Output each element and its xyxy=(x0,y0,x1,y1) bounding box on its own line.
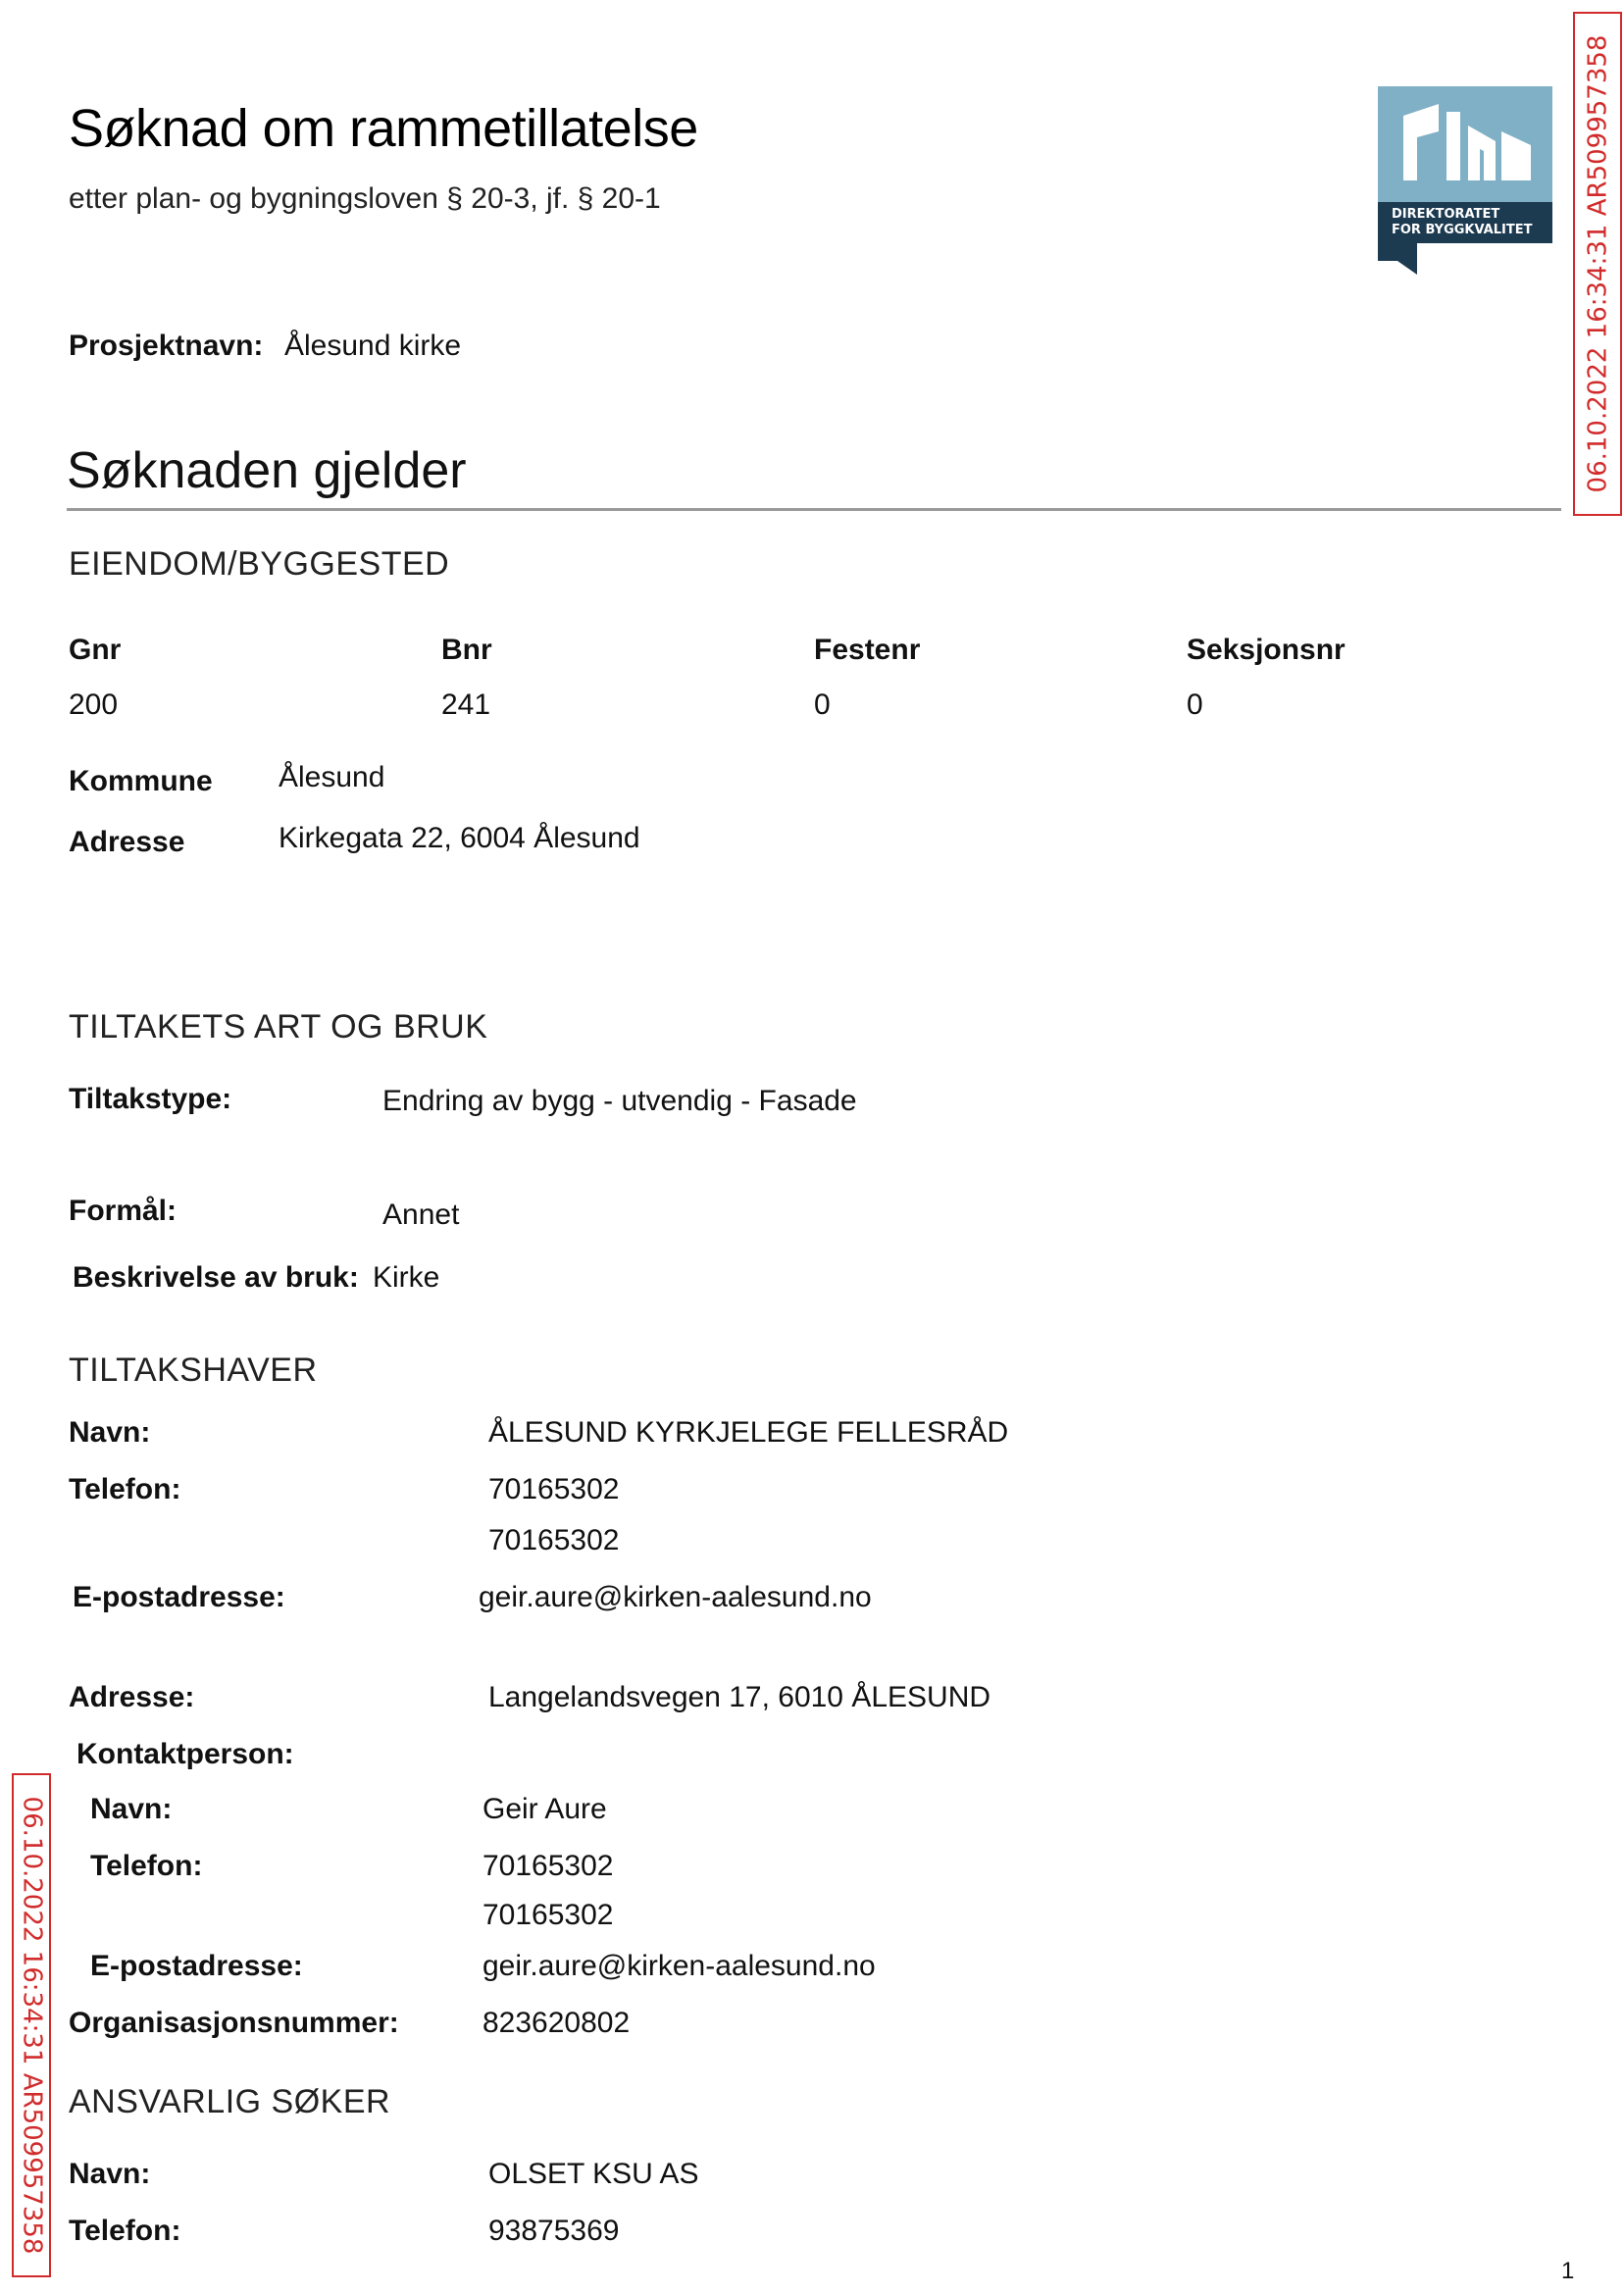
ansvarlig-telefon-label: Telefon: xyxy=(69,2215,181,2247)
tiltakshaver-epost-value: geir.aure@kirken-aalesund.no xyxy=(479,1581,872,1613)
section-divider xyxy=(67,508,1561,511)
seksjonsnr-value: 0 xyxy=(1187,688,1203,721)
dibk-logo xyxy=(1378,86,1552,275)
tiltakstype-label: Tiltakstype: xyxy=(69,1083,232,1115)
kontakt-telefon-label: Telefon: xyxy=(90,1850,203,1882)
ansvarlig-telefon-value: 93875369 xyxy=(488,2215,620,2247)
document-subtitle: etter plan- og bygningsloven § 20-3, jf. § 20-1 xyxy=(69,182,661,215)
kontakt-telefon-value: 70165302 xyxy=(482,1850,614,1882)
kontakt-navn-label: Navn: xyxy=(90,1793,173,1825)
tiltakshaver-telefon-label: Telefon: xyxy=(69,1473,181,1505)
eiendom-heading: EIENDOM/BYGGESTED xyxy=(69,545,450,583)
project-value: Ålesund kirke xyxy=(284,330,462,362)
logo-text-line1: DIREKTORATET xyxy=(1392,207,1500,222)
adresse-value: Kirkegata 22, 6004 Ålesund xyxy=(279,822,640,854)
document-title: Søknad om rammetillatelse xyxy=(69,99,698,158)
kontakt-telefon-value-2: 70165302 xyxy=(482,1899,614,1931)
kontakt-navn-value: Geir Aure xyxy=(482,1793,607,1825)
section-title: Søknaden gjelder xyxy=(67,442,467,499)
timestamp-stamp-text: 06.10.2022 16:34:31 AR509957358 xyxy=(1583,34,1612,493)
gnr-label: Gnr xyxy=(69,634,122,666)
logo-text-line2: FOR BYGGKVALITET xyxy=(1392,223,1533,237)
timestamp-stamp-left xyxy=(12,1773,51,2277)
timestamp-stamp-text: 06.10.2022 16:34:31 AR509957358 xyxy=(17,1796,46,2255)
tiltakshaver-heading: TILTAKSHAVER xyxy=(69,1351,318,1389)
ansvarlig-heading: ANSVARLIG SØKER xyxy=(69,2083,391,2120)
orgnr-value: 823620802 xyxy=(482,2007,631,2039)
tiltakstype-value: Endring av bygg - utvendig - Fasade xyxy=(382,1085,857,1117)
tiltakshaver-epost-label: E-postadresse: xyxy=(73,1581,285,1613)
tiltakshaver-adresse-value: Langelandsvegen 17, 6010 ÅLESUND xyxy=(488,1681,991,1713)
bruk-value: Kirke xyxy=(373,1261,440,1294)
festenr-label: Festenr xyxy=(814,634,921,666)
kontakt-epost-label: E-postadresse: xyxy=(90,1950,303,1982)
page-number: 1 xyxy=(1561,2258,1575,2284)
orgnr-label: Organisasjonsnummer: xyxy=(69,2007,399,2039)
kontaktperson-label: Kontaktperson: xyxy=(76,1738,294,1770)
timestamp-stamp-top xyxy=(1573,12,1622,516)
formal-value: Annet xyxy=(382,1198,460,1231)
seksjonsnr-label: Seksjonsnr xyxy=(1187,634,1345,666)
festenr-value: 0 xyxy=(814,688,831,721)
bnr-label: Bnr xyxy=(441,634,492,666)
kommune-label: Kommune xyxy=(69,765,213,797)
kontakt-epost-value: geir.aure@kirken-aalesund.no xyxy=(482,1950,876,1982)
kommune-value: Ålesund xyxy=(279,761,385,793)
project-label: Prosjektnavn: xyxy=(69,330,264,362)
formal-label: Formål: xyxy=(69,1195,178,1227)
ansvarlig-navn-value: OLSET KSU AS xyxy=(488,2158,699,2190)
tiltakshaver-navn-value: ÅLESUND KYRKJELEGE FELLESRÅD xyxy=(488,1416,1009,1449)
tiltakshaver-telefon-value-2: 70165302 xyxy=(488,1524,620,1556)
bnr-value: 241 xyxy=(441,688,491,721)
tiltak-heading: TILTAKETS ART OG BRUK xyxy=(69,1008,488,1045)
tiltakshaver-navn-label: Navn: xyxy=(69,1416,151,1449)
tiltakshaver-adresse-label: Adresse: xyxy=(69,1681,195,1713)
ansvarlig-navn-label: Navn: xyxy=(69,2158,151,2190)
tiltakshaver-telefon-value: 70165302 xyxy=(488,1473,620,1505)
bruk-label: Beskrivelse av bruk: xyxy=(73,1261,359,1294)
adresse-label: Adresse xyxy=(69,826,185,858)
gnr-value: 200 xyxy=(69,688,119,721)
